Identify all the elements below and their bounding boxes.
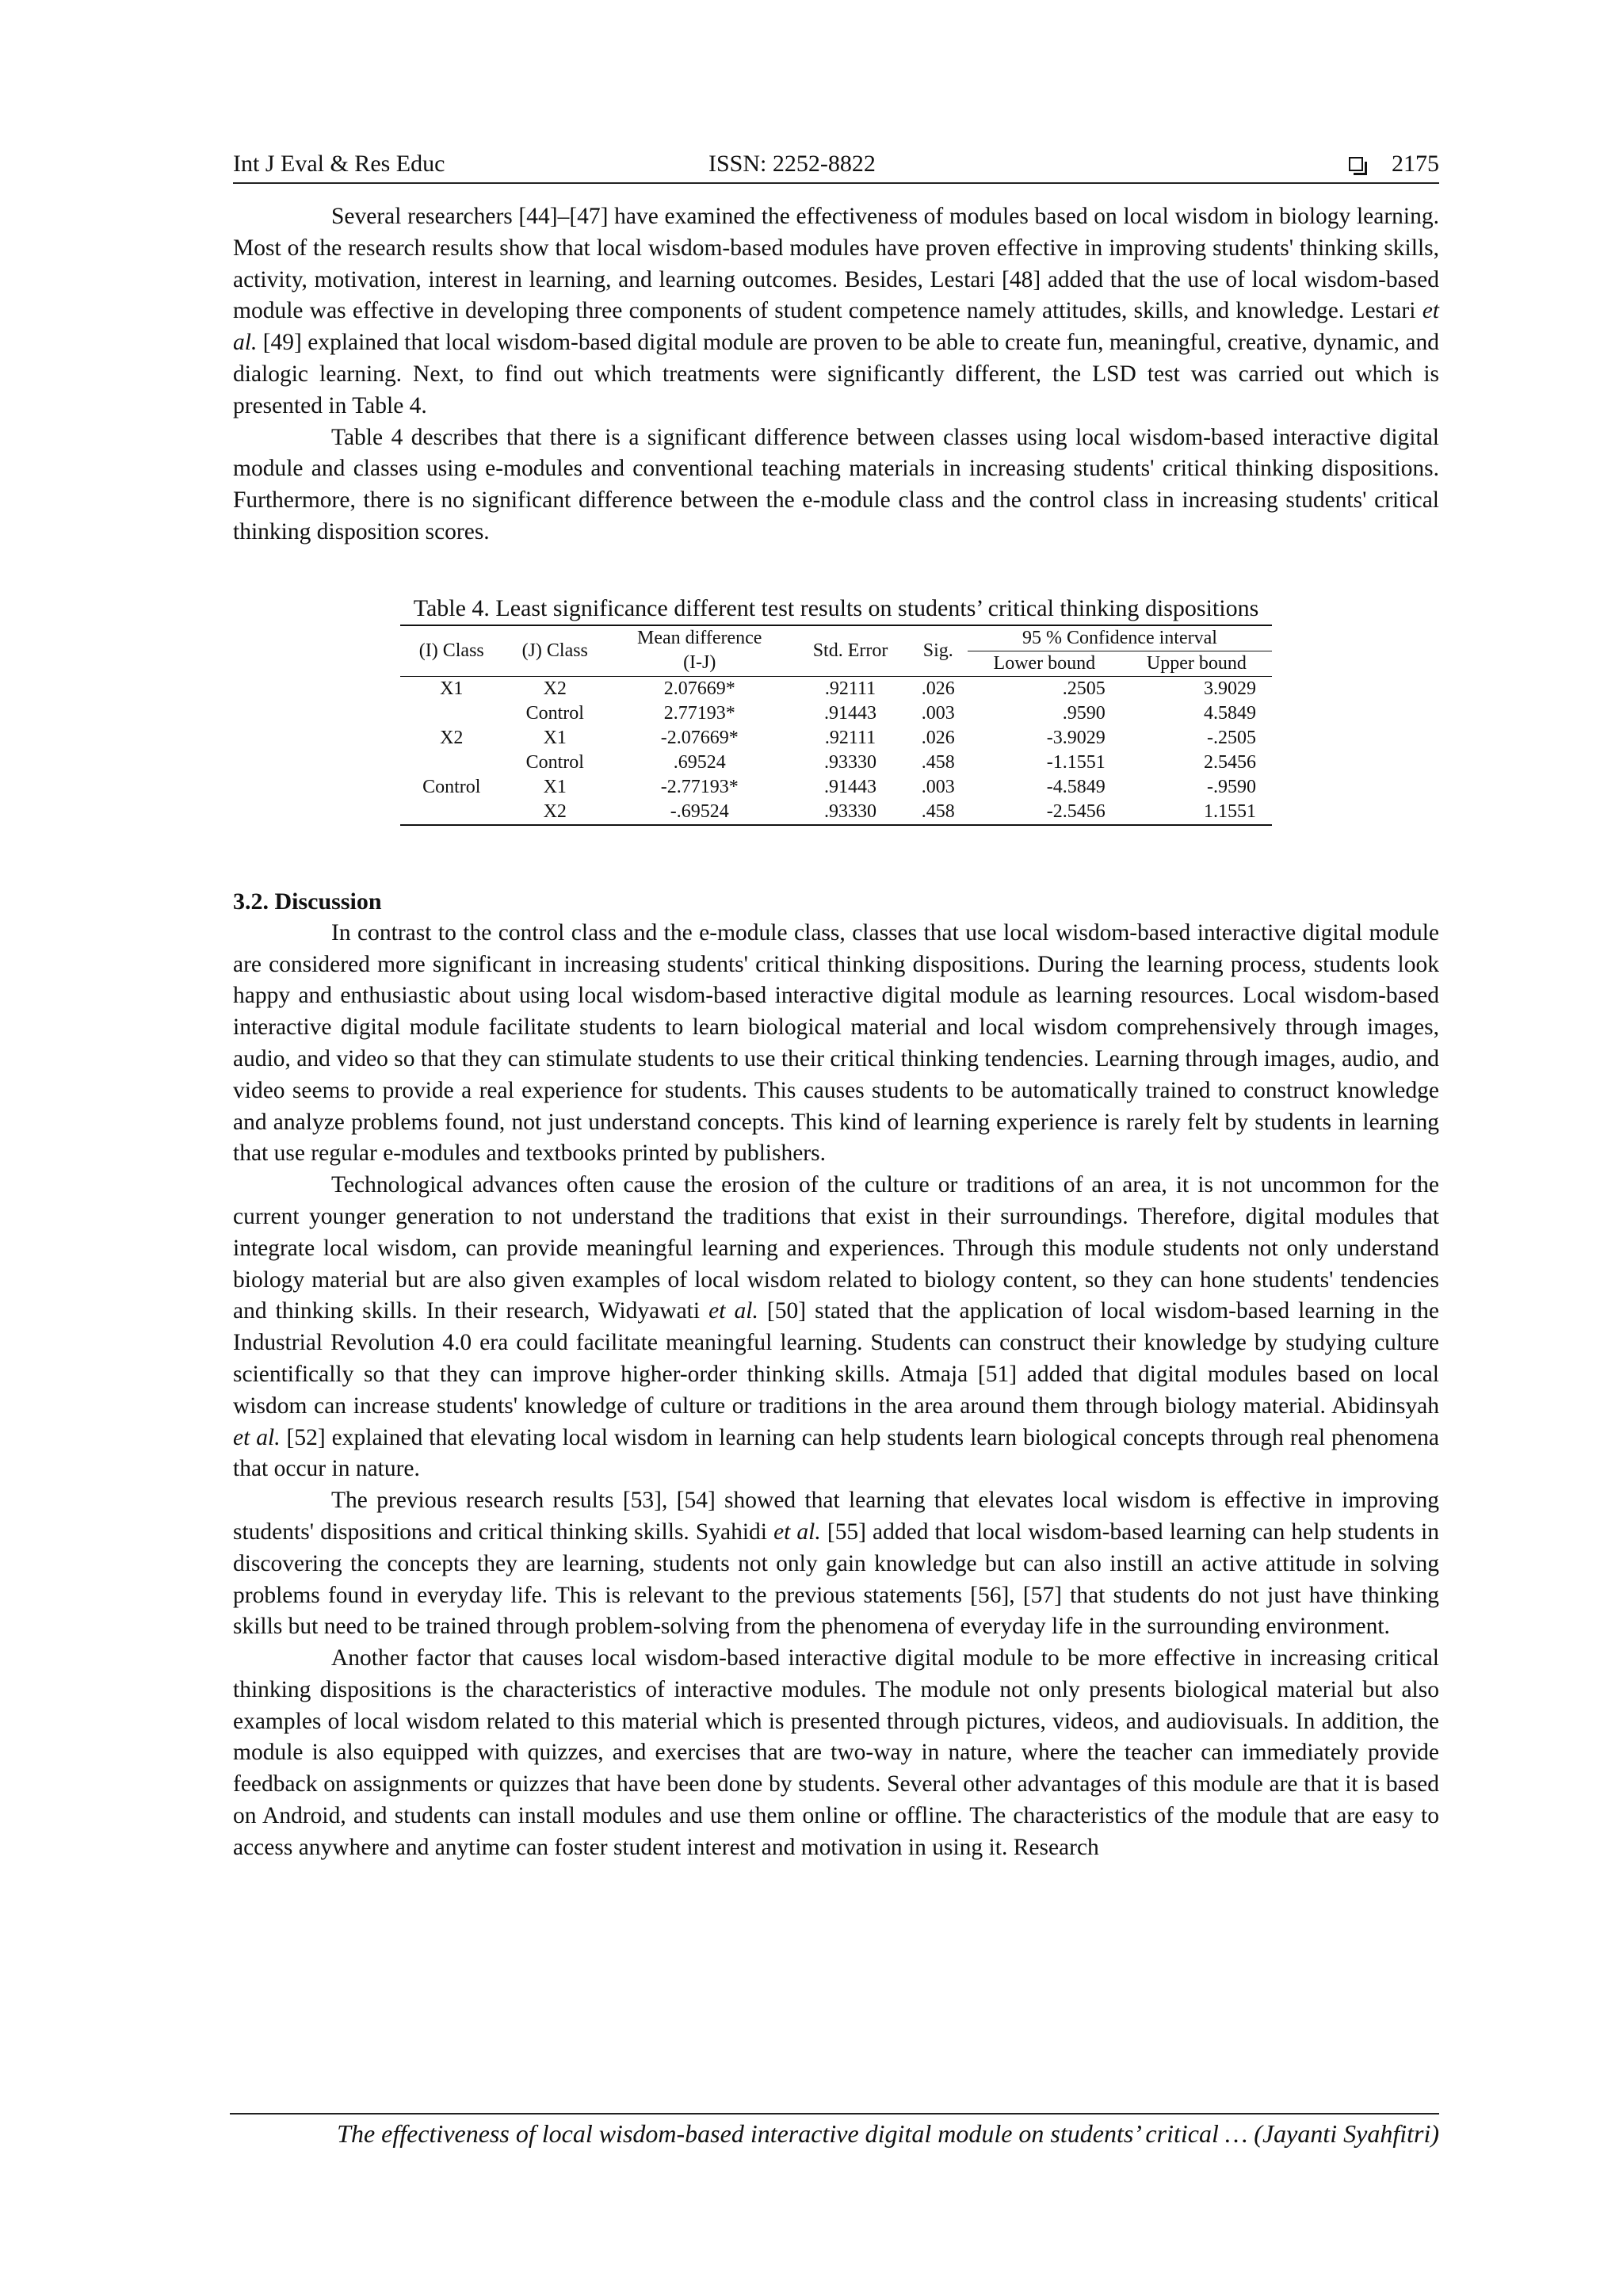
table-cell-se: .92111 (824, 727, 876, 748)
table-cell-lo: -4.5849 (1046, 776, 1106, 797)
table-cell-hi: -.9590 (1207, 776, 1256, 797)
table-cell-se: .91443 (824, 702, 877, 724)
table-row (400, 726, 1272, 751)
table-row (400, 676, 1272, 701)
journal-name: Int J Eval & Res Educ (233, 151, 445, 177)
table-cell-i: X2 (440, 727, 464, 748)
running-footer: The effectiveness of local wisdom-based interactive digital module on students’ critical … (Jayanti Syahfitri) (230, 2113, 1439, 2149)
table-cell-lo: -3.9029 (1046, 727, 1106, 748)
table-caption: Table 4. Least significance different test results on students’ critical thinking dispositions (413, 594, 1259, 621)
table-cell-j: Control (525, 751, 584, 773)
table-cell-sig: .003 (921, 776, 955, 797)
box-bullet-icon (1349, 157, 1363, 171)
body-text-top (233, 201, 1439, 548)
table-cell-se: .93330 (824, 751, 877, 773)
col-header-confidence-interval: 95 % Confidence interval (968, 625, 1272, 651)
table-cell-sig: .026 (921, 727, 955, 748)
table-cell-hi: 2.5456 (1204, 751, 1256, 773)
table-cell-j: Control (525, 702, 584, 724)
running-header (233, 151, 1439, 184)
table-cell-hi: 3.9029 (1204, 678, 1256, 699)
col-header-lower-bound: Lower bound (993, 652, 1096, 674)
table-cell-j: X1 (543, 776, 567, 797)
table-cell-i (400, 800, 503, 825)
paragraph (233, 422, 1439, 548)
col-header-mean-difference (607, 625, 792, 677)
italic-run: et al. (233, 298, 1439, 356)
table-cell-md: -2.77193* (660, 776, 739, 797)
table-cell-sig: .003 (921, 702, 955, 724)
table-cell-md: -.69524 (670, 800, 729, 822)
col-header-upper-bound: Upper bound (1146, 652, 1247, 674)
table-cell-se: .93330 (824, 800, 877, 822)
col-header-std-error: Std. Error (812, 640, 888, 661)
table-row (400, 701, 1272, 726)
paragraph (233, 1170, 1439, 1485)
table-cell-i (400, 701, 503, 726)
text-run: Several researchers [44]–[47] have examined the effectiveness of modules based on local wisdom in biology learning. Most of the research results show that local wisdom-based modules have proven effective in improving students' thinking skills, activity, motivation, interest in learning, and learning outcomes. Besides, Lestari [48] added that the use of local wisdom-based module was effective in developing three components of student competence namely attitudes, skills, and knowledge. Lestari (233, 204, 1439, 324)
table-cell-lo: -2.5456 (1046, 800, 1106, 822)
mean-diff-line1: Mean difference (636, 628, 762, 649)
table-cell-hi: 1.1551 (1204, 800, 1256, 822)
table-cell-sig: .026 (921, 678, 955, 699)
table-cell-lo: .9590 (1062, 702, 1106, 724)
table-cell-md: 2.07669* (663, 678, 735, 699)
lsd-table (400, 625, 1272, 826)
table-cell-md: .69524 (673, 751, 726, 773)
paragraph (233, 1485, 1439, 1643)
table-body (400, 676, 1272, 825)
table-cell-hi: -.2505 (1207, 727, 1256, 748)
body-text-discussion (233, 918, 1439, 1864)
italic-run: et al. (773, 1519, 821, 1545)
text-run: Technological advances often cause the erosion of the culture or traditions of an area, it is not uncommon for the current younger generation to not understand the traditions that exist in their surroundings. Therefore, digital modules that integrate local wisdom, can provide meaningful learning and experiences. Through this module students not only understand biology material but are also given examples of local wisdom related to biology content, so they can hone students' tendencies and thinking skills. In their research, Widyawati (233, 1172, 1439, 1324)
paragraph (233, 1643, 1439, 1864)
mean-diff-line2: (I-J) (683, 652, 716, 674)
text-run: The previous research results [53], [54] showed that learning that elevates local wisdom is effective in improving students' dispositions and critical thinking skills. Syahidi (233, 1488, 1439, 1545)
text-run: [55] added that local wisdom-based learning can help students in discovering the concepts they are learning, students not only gain knowledge but can also instill an active attitude in solving problems found in everyday life. This is relevant to the previous statements [56], [57] that students do not just have thinking skills but need to be trained through problem-solving from the phenomena of everyday life in the surrounding environment. (233, 1519, 1439, 1640)
table-cell-j: X2 (543, 800, 567, 822)
table-row (400, 800, 1272, 825)
page (233, 151, 1439, 1864)
table-row (400, 775, 1272, 800)
table-cell-hi: 4.5849 (1204, 702, 1256, 724)
table-cell-j: X1 (543, 727, 567, 748)
paragraph (233, 201, 1439, 422)
italic-run: et al. (708, 1298, 758, 1324)
table-cell-i: Control (422, 776, 481, 797)
table-cell-i: X1 (440, 678, 464, 699)
section-heading-discussion: 3.2. Discussion (233, 888, 382, 915)
text-run: [52] explained that elevating local wisdom in learning can help students learn biological concepts through real phenomena that occur in nature. (233, 1424, 1439, 1482)
page-number-group (1349, 151, 1439, 178)
paragraph (233, 918, 1439, 1170)
text-run: [50] stated that the application of local wisdom-based learning in the Industrial Revolution 4.0 era could facilitate meaningful learning. Students can construct their knowledge by studying culture scientifically so that they can improve higher-order thinking skills. Atmaja [51] added that digital modules based on local wisdom can increase students' knowledge of culture or traditions in the area around them through biology material. Abidinsyah (233, 1298, 1439, 1419)
text-run: In contrast to the control class and the e-module class, classes that use local wisdom-based interactive digital module are considered more significant in increasing students' critical thinking dispositions. During the learning process, students look happy and enthusiastic about using local wisdom-based interactive digital module as learning resources. Local wisdom-based interactive digital module facilitate students to learn biological material and local wisdom comprehensively through images, audio, and video so that they can stimulate students to use their critical thinking tendencies. Learning through images, audio, and video seems to provide a real experience for students. This causes students to be automatically trained to construct knowledge and analyze problems found, not just understand concepts. This kind of learning experience is rarely felt by students in learning that use regular e-modules and textbooks printed by publishers. (233, 919, 1439, 1167)
table-cell-j: X2 (543, 678, 567, 699)
table-cell-lo: .2505 (1062, 678, 1106, 699)
table-cell-md: -2.07669* (660, 727, 739, 748)
table-cell-se: .92111 (824, 678, 876, 699)
table-cell-sig: .458 (921, 751, 955, 773)
table-cell-md: 2.77193* (663, 702, 735, 724)
page-number: 2175 (1392, 151, 1439, 177)
text-run: Table 4 describes that there is a significant difference between classes using local wisdom-based interactive digital module and classes using e-modules and conventional teaching materials in increasing students' critical thinking dispositions. Furthermore, there is no significant difference between the e-module class and the control class in increasing students' critical thinking disposition scores. (233, 424, 1439, 544)
italic-run: et al. (233, 1424, 281, 1450)
col-header-j-class: (J) Class (521, 640, 588, 661)
table-cell-se: .91443 (824, 776, 877, 797)
table-cell-i (400, 751, 503, 775)
table-row (400, 751, 1272, 775)
issn: ISSN: 2252-8822 (708, 151, 876, 177)
text-run: Another factor that causes local wisdom-based interactive digital module to be more effective in increasing critical thinking dispositions is the characteristics of interactive modules. The module not only presents biological material but also examples of local wisdom related to this material which is presented through pictures, videos, and audiovisuals. In addition, the module is also equipped with quizzes, and exercises that are two-way in nature, where the teacher can immediately provide feedback on assignments or quizzes that have been done by students. Several other advantages of this module are that it is based on Android, and students can install modules and use them online or offline. The characteristics of the module that are easy to access anywhere and anytime can foster student interest and motivation in using it. Research (233, 1645, 1439, 1860)
col-header-i-class: (I) Class (418, 640, 484, 661)
text-run: [49] explained that local wisdom-based digital module are proven to be able to create fun, meaningful, creative, dynamic, and dialogic learning. Next, to find out which treatments were significantly different, the LSD test was carried out which is presented in Table 4. (233, 330, 1439, 418)
col-header-sig: Sig. (922, 640, 953, 661)
table-cell-sig: .458 (921, 800, 955, 822)
table-cell-lo: -1.1551 (1046, 751, 1106, 773)
